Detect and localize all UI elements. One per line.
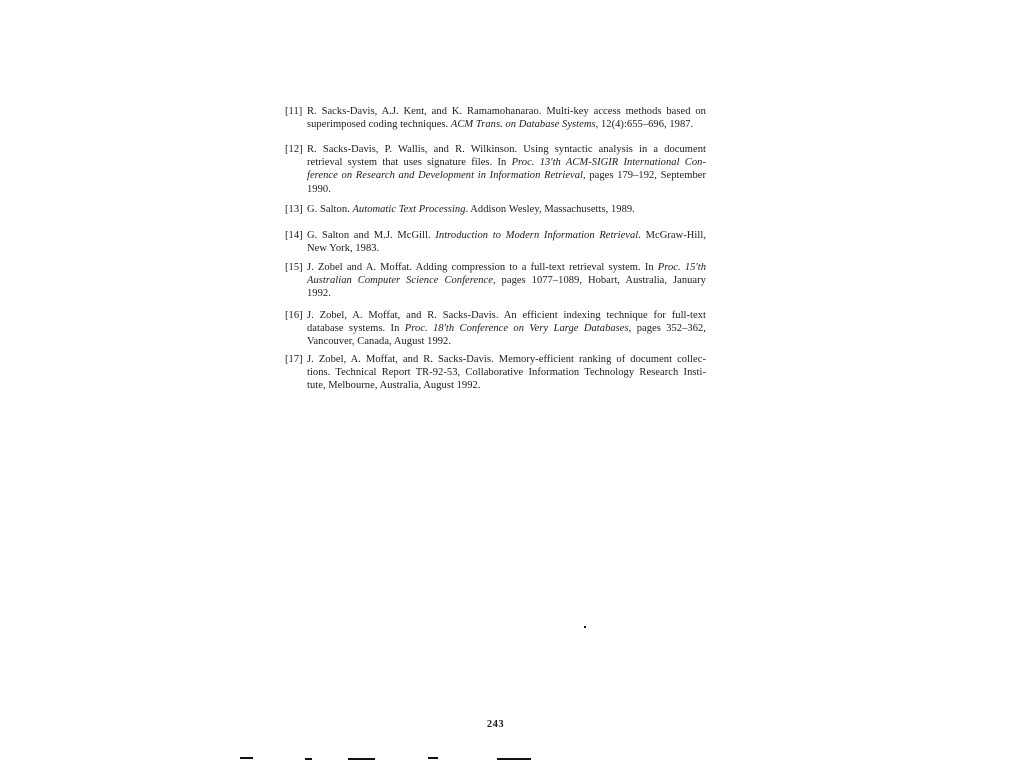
reference-text: Vancouver, Canada, August 1992. [307,336,452,348]
reference-text: , pages 1077–1089, Hobart, Australia, January [492,275,706,287]
reference-title-italic: Introduction to Modern Information Retrieval [435,230,639,241]
reference-line [307,287,706,300]
reference-line [307,335,706,348]
reference-number: [12] [285,144,303,155]
reference-number: [17] [285,354,303,365]
reference-line [307,105,706,118]
reference-line [307,379,706,392]
reference-text: tute, Melbourne, Australia, August 1992. [307,380,481,392]
reference-item [285,309,706,349]
scan-dash-mark [348,758,375,760]
reference-line [307,183,706,196]
reference-line [307,353,706,366]
reference-number: [11] [285,106,303,117]
reference-line [307,143,706,156]
reference-item [285,353,706,393]
reference-number: [13] [285,204,303,215]
page-number: 243 [486,719,505,730]
reference-line [307,274,706,287]
reference-title-italic: Australian Computer Science Conference [307,275,493,287]
reference-text: 1992. [307,288,331,300]
reference-text: J. Zobel, A. Moffat, and R. Sacks-Davis. Memory-efficient ranking of document collec- [307,354,706,365]
reference-text: G. Salton. [307,204,353,215]
reference-line [307,229,706,242]
reference-line [307,322,706,335]
reference-title-italic: Proc. 15'th [657,262,706,273]
reference-text: J. Zobel and A. Moffat. Adding compression to a full-text retrieval system. In [307,262,658,273]
reference-title-italic: ACM Trans. on Database Systems [450,119,596,131]
reference-text: New York, 1983. [307,243,380,255]
scan-dash-mark [428,757,438,759]
reference-title-italic: Proc. 13'th ACM-SIGIR International Con- [511,157,706,169]
reference-text: , pages 352–362, [628,323,706,335]
reference-line [307,366,706,379]
reference-text: tions. Technical Report TR-92-53, Collaborative Information Technology Research Insti- [307,367,706,379]
reference-line [307,118,706,131]
reference-text: . Addison Wesley, Massachusetts, 1989. [465,204,635,215]
scan-dash-mark [305,758,312,760]
reference-line [307,242,706,255]
reference-text: J. Zobel, A. Moffat, and R. Sacks-Davis. An efficient indexing technique for full-text [307,310,706,321]
reference-text: database systems. In [307,323,405,335]
reference-line [307,309,706,322]
reference-title-italic: Automatic Text Processing [352,204,466,215]
scan-dash-mark [497,758,531,760]
reference-line [307,169,706,182]
reference-number: [16] [285,310,303,321]
scan-speck-mark [584,626,586,628]
reference-item [285,203,706,216]
reference-number: [15] [285,262,303,273]
reference-text: R. Sacks-Davis, A.J. Kent, and K. Ramamohanarao. Multi-key access methods based on [307,106,706,117]
reference-text: retrieval system that uses signature files. In [307,157,512,169]
reference-text: 1990. [307,183,331,195]
reference-text: . McGraw-Hill, [638,230,706,241]
reference-item [285,105,706,131]
reference-title-italic: ference on Research and Development in Information Retrieval [307,170,584,182]
reference-text: superimposed coding techniques. [307,119,451,131]
reference-line [307,203,706,216]
reference-item [285,229,706,255]
reference-text: G. Salton and M.J. McGill. [307,230,436,241]
scan-dash-mark [240,757,253,759]
reference-item [285,143,706,196]
reference-text: , 12(4):655–696, 1987. [595,119,694,131]
reference-line [307,261,706,274]
reference-title-italic: Proc. 18'th Conference on Very Large Databases [404,323,629,335]
reference-number: [14] [285,230,303,241]
reference-text: R. Sacks-Davis, P. Wallis, and R. Wilkinson. Using syntactic analysis in a document [307,144,706,155]
reference-text: , pages 179–192, September [583,170,706,182]
reference-line [307,156,706,169]
reference-item [285,261,706,301]
